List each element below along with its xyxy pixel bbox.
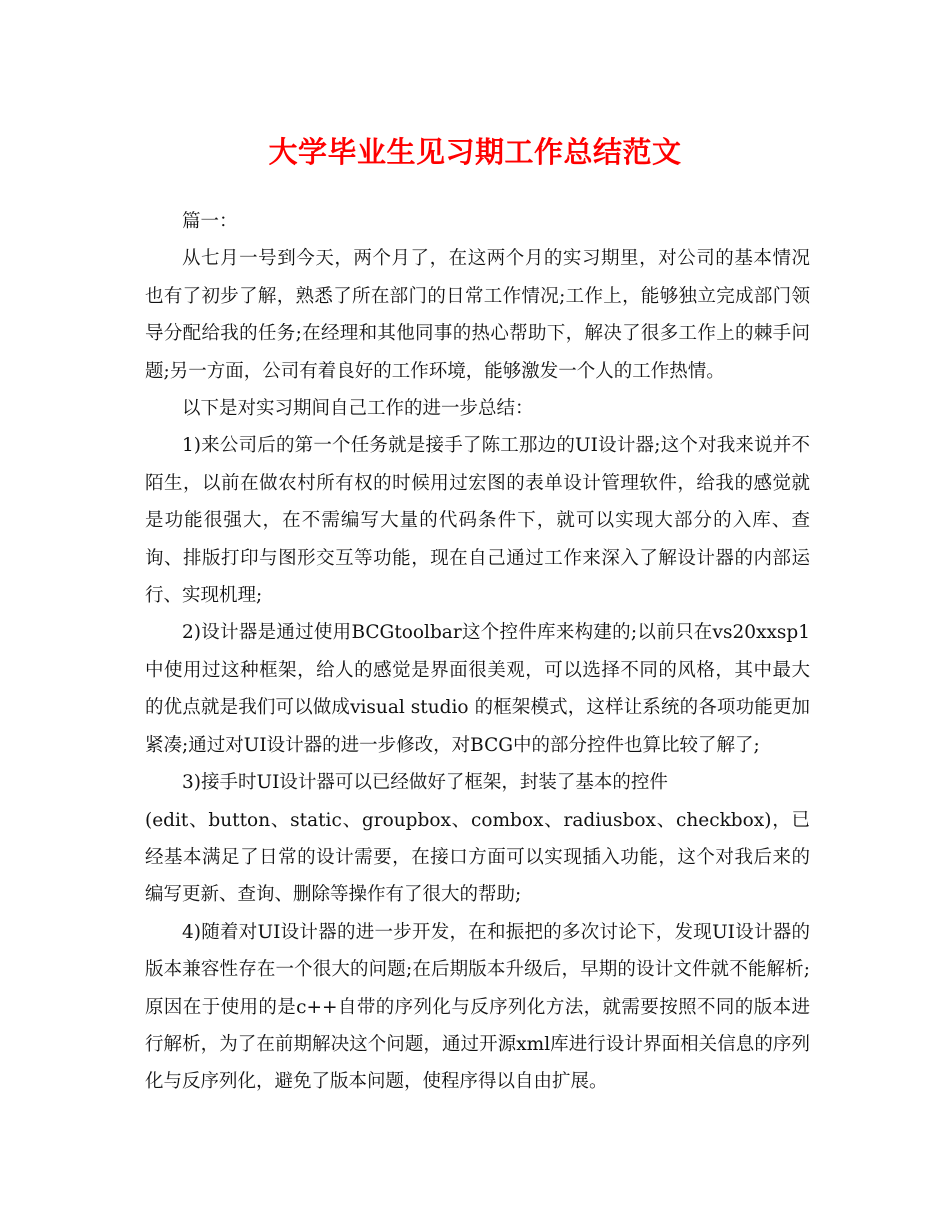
paragraph: 2)设计器是通过使用BCGtoolbar这个控件库来构建的;以前只在vs20xxsp1中使用过这种框架，给人的感觉是界面很美观，可以选择不同的风格，其中最大的优点就是我们可以做成visual studio 的框架模式，这样让系统的各项功能更加紧凑;通过对UI设计器的进一步修改，对BCG中的部分控件也算比较了解了; bbox=[145, 622, 810, 756]
paragraph: 以下是对实习期间自己工作的进一步总结： bbox=[182, 398, 534, 420]
paragraph: 1)来公司后的第一个任务就是接手了陈工那边的UI设计器;这个对我来说并不陌生，以前在做农村所有权的时候用过宏图的表单设计管理软件，给我的感觉就是功能很强大，在不需编写大量的代码条件下，就可以实现大部分的入库、查询、排版打印与图形交互等功能，现在自己通过工作来深入了解设计器的内部运行、实现机理; bbox=[145, 435, 810, 607]
document-title: 大学毕业生见习期工作总结范文 bbox=[268, 135, 682, 169]
paragraph: 3)接手时UI设计器可以已经做好了框架，封装了基本的控件 bbox=[182, 772, 668, 794]
paragraph: (edit、button、static、groupbox、combox、radiusbox、checkbox)，已经基本满足了日常的设计需要，在接口方面可以实现插入功能，这个对我后来的编写更新、查询、删除等操作有了很大的帮助; bbox=[145, 809, 810, 906]
paragraph: 从七月一号到今天，两个月了，在这两个月的实习期里，对公司的基本情况也有了初步了解，熟悉了所在部门的日常工作情况;工作上，能够独立完成部门领导分配给我的任务;在经理和其他同事的热心帮助下，解决了很多工作上的棘手问题;另一方面，公司有着良好的工作环境，能够激发一个人的工作热情。 bbox=[145, 248, 810, 382]
paragraph-label: 篇一： bbox=[182, 211, 238, 232]
paragraph: 4)随着对UI设计器的进一步开发，在和振把的多次讨论下，发现UI设计器的版本兼容性存在一个很大的问题;在后期版本升级后，早期的设计文件就不能解析;原因在于使用的是c++自带的序列化与反序列化方法，就需要按照不同的版本进行解析，为了在前期解决这个问题，通过开源xml库进行设计界面相关信息的序列化与反序列化，避免了版本问题，使程序得以自由扩展。 bbox=[145, 921, 810, 1093]
document-body bbox=[145, 203, 810, 1101]
